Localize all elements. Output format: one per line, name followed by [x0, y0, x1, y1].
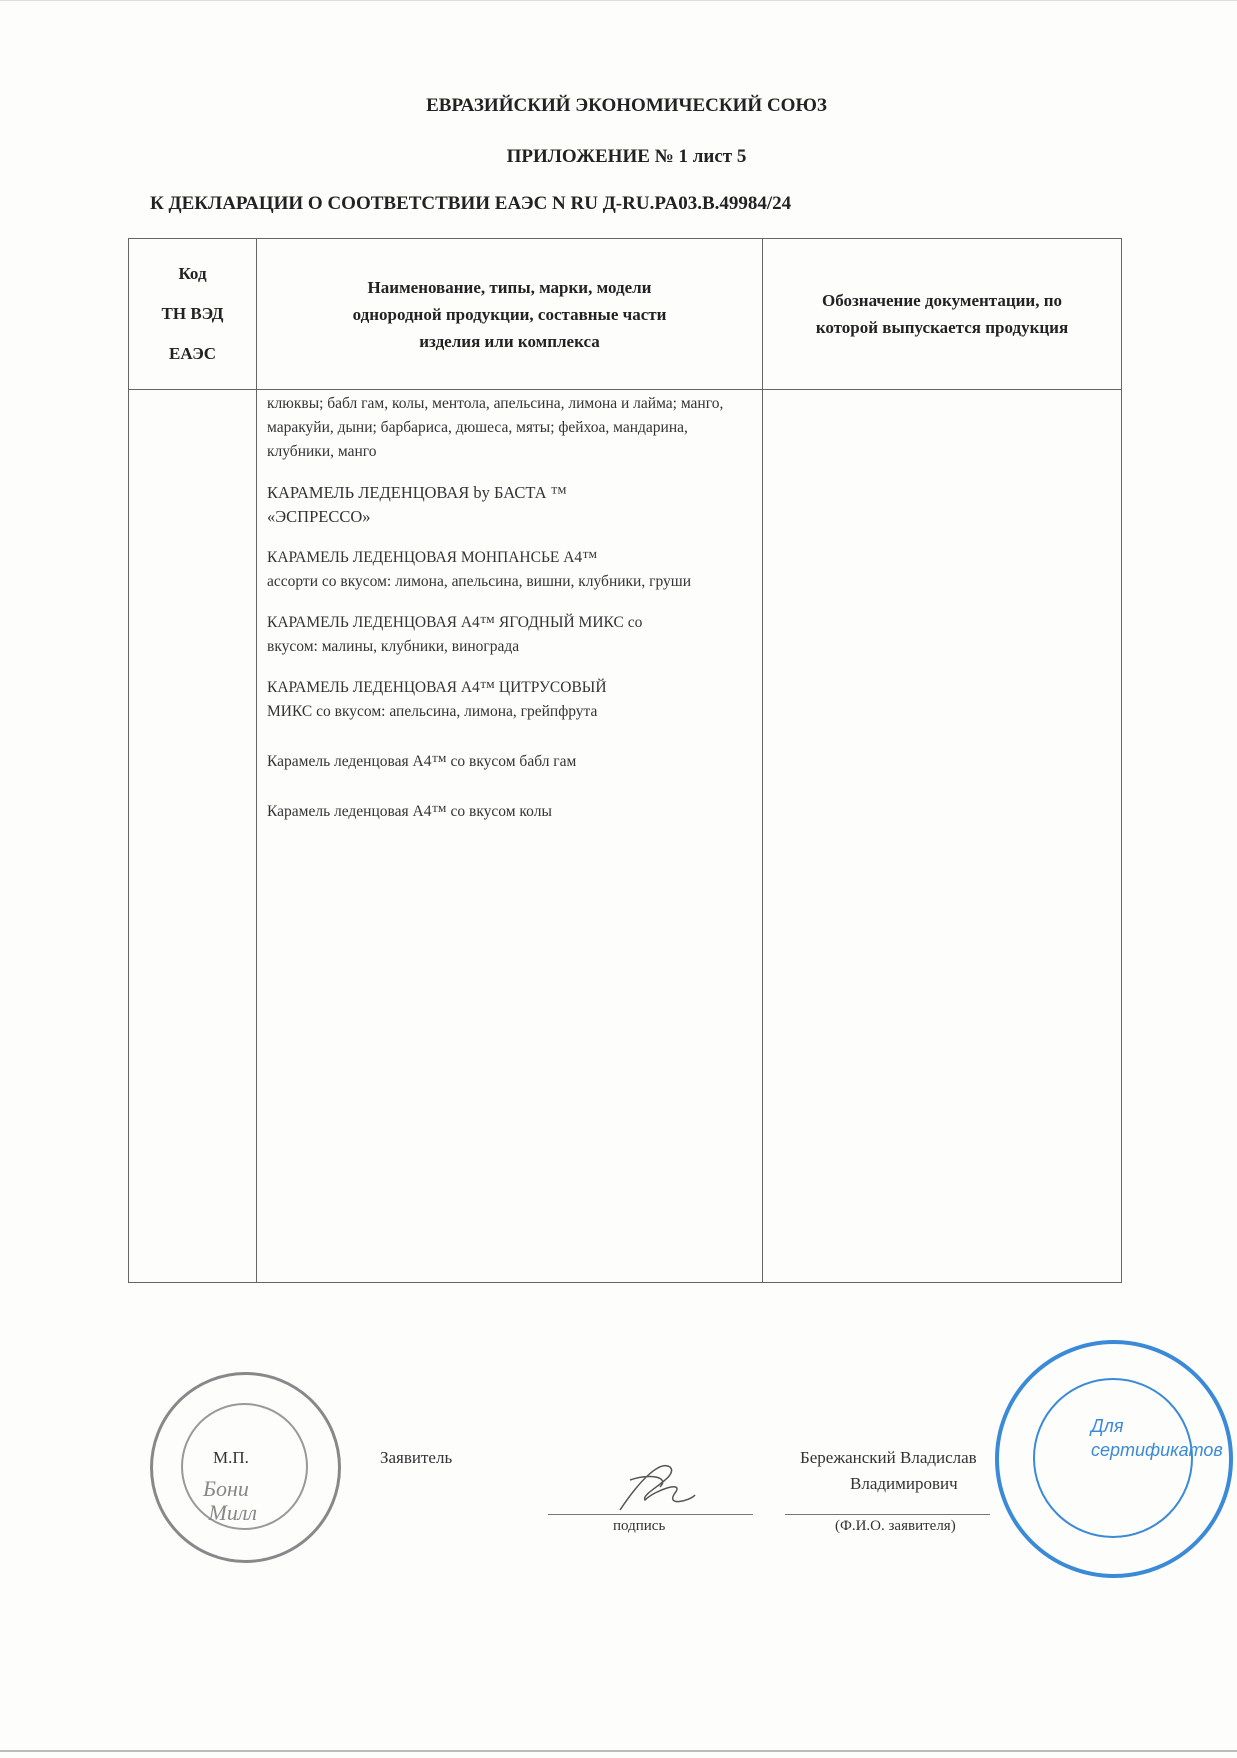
signature-scribble: [600, 1455, 710, 1515]
name-caption: (Ф.И.О. заявителя): [835, 1518, 956, 1534]
list-item: вкусом: малины, клубники, винограда: [267, 638, 520, 655]
certification-stamp-text: Для сертификатов: [1091, 1416, 1223, 1460]
products-table: [128, 238, 1122, 1283]
list-item: КАРАМЕЛЬ ЛЕДЕНЦОВАЯ by БАСТА ™ «ЭСПРЕССО»: [267, 483, 567, 526]
header-line: ЕАЭС: [169, 344, 216, 363]
declaration-title: К ДЕКЛАРАЦИИ О СООТВЕТСТВИИ ЕАЭС N RU Д-RU.PA03.B.49984/24: [150, 193, 792, 214]
header-line: изделия или комплекса: [419, 331, 600, 351]
column-header-documentation: [763, 239, 1122, 390]
table-row: [129, 390, 1122, 1283]
applicant-label: Заявитель: [380, 1448, 453, 1467]
union-title: ЕВРАЗИЙСКИЙ ЭКОНОМИЧЕСКИЙ СОЮЗ: [426, 95, 827, 116]
list-item: МИКС со вкусом: апельсина, лимона, грейпфрута: [267, 703, 598, 720]
code-cell: [129, 390, 257, 1283]
list-item: Карамель леденцовая А4™ со вкусом колы: [267, 803, 552, 820]
list-item: КАРАМЕЛЬ ЛЕДЕНЦОВАЯ А4™ ЯГОДНЫЙ МИКС со: [267, 614, 643, 631]
signature-line: [548, 1514, 753, 1515]
page-edge: [0, 0, 1237, 1]
applicant-name-line1: Бережанский Владислав: [800, 1448, 977, 1467]
header-line: Наименование, типы, марки, модели: [367, 277, 652, 297]
signature-caption: подпись: [613, 1518, 666, 1534]
company-stamp-logo: Бони Милл: [203, 1476, 258, 1525]
applicant-name-line2: Владимирович: [850, 1474, 958, 1493]
list-item: КАРАМЕЛЬ ЛЕДЕНЦОВАЯ МОНПАНСЬЕ А4™: [267, 549, 598, 566]
list-item: ассорти со вкусом: лимона, апельсина, вишни, клубники, груши: [267, 573, 691, 590]
table-header-row: [129, 239, 1122, 390]
header-line: которой выпускается продукция: [815, 318, 1069, 337]
list-item: клюквы; бабл гам, колы, ментола, апельсина, лимона и лайма; манго, маракуйи, дыни; барбариса, дюшеса, мяты; фейхоа, мандарина, клубники, манго: [267, 395, 724, 460]
header-line: ТН ВЭД: [161, 304, 224, 323]
list-item: Карамель леденцовая А4™ со вкусом бабл гам: [267, 753, 577, 770]
column-header-name: [257, 239, 763, 390]
certification-stamp: [995, 1340, 1233, 1578]
name-cell: [257, 390, 763, 1283]
documentation-cell: [763, 390, 1122, 1283]
header-line: Обозначение документации, по: [821, 291, 1063, 310]
header-line: Код: [178, 264, 207, 283]
page-edge: [0, 1750, 1237, 1752]
column-header-code: [129, 239, 257, 390]
name-line: [785, 1514, 990, 1515]
header-line: однородной продукции, составные части: [352, 304, 667, 324]
appendix-title: ПРИЛОЖЕНИЕ № 1 лист 5: [506, 146, 747, 167]
mp-label: М.П.: [213, 1448, 249, 1467]
list-item: КАРАМЕЛЬ ЛЕДЕНЦОВАЯ А4™ ЦИТРУСОВЫЙ: [267, 679, 607, 696]
